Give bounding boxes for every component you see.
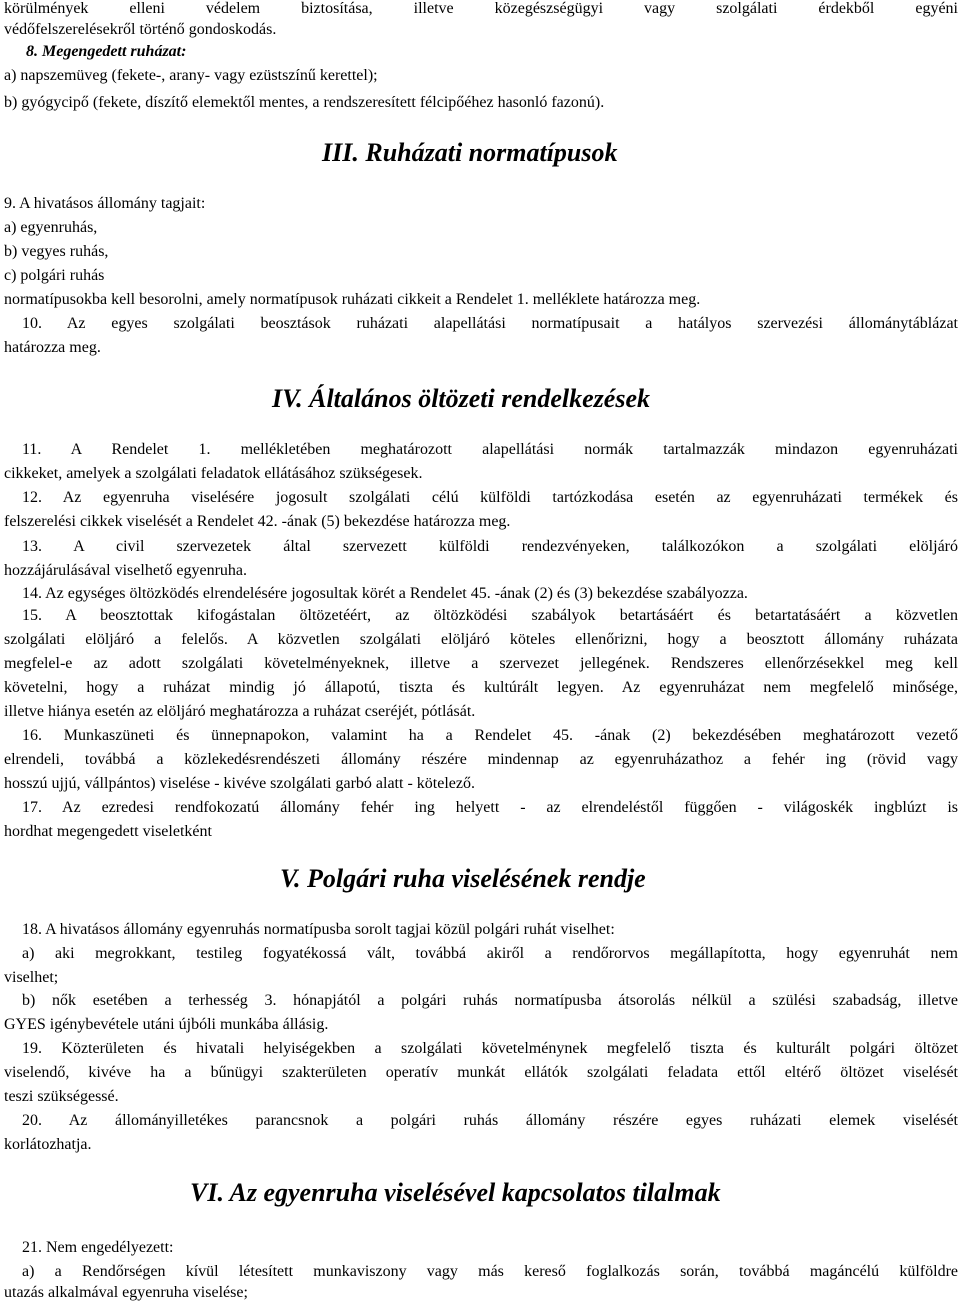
list-item: a) egyenruhás,	[4, 219, 98, 236]
paragraph-line: 13. A civil szervezetek által szervezett külföldi rendezvényeken, találkozókon a szolgálati elöljáró	[22, 538, 958, 555]
list-item: GYES igénybevétele utáni újbóli munkába állásig.	[4, 1016, 329, 1033]
paragraph-line: korlátozhatja.	[4, 1136, 92, 1153]
paragraph-line: hozzájárulásával viselhető egyenruha.	[4, 562, 247, 579]
paragraph-line: illetve hiánya esetén az elöljáró meghatározza a ruházat cseréjét, pótlását.	[4, 703, 476, 720]
list-item: b) nők esetében a terhesség 3. hónapjától a polgári ruhás normatípusba átsorolás nélkül a szülési szabadság, illetve	[22, 992, 958, 1009]
paragraph-line: 16. Munkaszüneti és ünnepnapokon, valamint ha a Rendelet 45. -ának (2) bekezdésében meghatározott vezető	[22, 727, 958, 744]
paragraph-line: szolgálati elöljáró a felelős. A közvetlen szolgálati elöljáró köteles ellenőrizni, hogy a beosztott állomány ruházata	[4, 631, 958, 648]
paragraph-line: hordhat megengedett viseletként	[4, 823, 212, 840]
list-item: a) napszemüveg (fekete-, arany- vagy ezüstszínű kerettel);	[4, 67, 378, 84]
paragraph-line: 11. A Rendelet 1. mellékletében meghatározott alapellátási normák tartalmazzák mindazon egyenruházati	[22, 441, 958, 458]
paragraph-line: 19. Közterületen és hivatali helyiségekben a szolgálati követelménynek megfelelő tiszta és kulturált polgári öltözet	[22, 1040, 958, 1057]
paragraph-line: 10. Az egyes szolgálati beosztások ruházati alapellátási normatípusait a hatályos szervezési állománytáblázat	[22, 315, 958, 332]
paragraph-line: 18. A hivatásos állomány egyenruhás normatípusba sorolt tagjai közül polgári ruhát viselhet:	[22, 921, 615, 938]
section-heading-v: V. Polgári ruha viselésének rendje	[280, 864, 646, 893]
paragraph-line: 17. Az ezredesi rendfokozatú állomány fehér ing helyett - az elrendeléstől függően - világoskék ingblúzt is	[22, 799, 958, 816]
paragraph-line: 15. A beosztottak kifogástalan öltözetéért, az öltözködési szabályok betartásáért és betartatásáért a közvetlen	[22, 607, 958, 624]
paragraph-line: megfelel-e az adott szolgálati követelményeknek, illetve a szervezet jellegének. Rendszeres ellenőrzésekkel meg kell	[4, 655, 958, 672]
list-item: utazás alkalmával egyenruha viselése;	[4, 1284, 248, 1301]
paragraph-line: követelni, hogy a ruházat mindig jó állapotú, tiszta és kultúrált legyen. Az egyenruházat nem megfelelő minősége,	[4, 679, 958, 696]
list-item: c) polgári ruhás	[4, 267, 105, 284]
list-item: b) gyógycipő (fekete, díszítő elemektől mentes, a rendszeresített félcipőéhez hasonló fazonú).	[4, 94, 605, 111]
paragraph-line: 21. Nem engedélyezett:	[22, 1239, 174, 1256]
paragraph-line: teszi szükségessé.	[4, 1088, 119, 1105]
list-item: a) aki megrokkant, testileg fogyatékossá vált, továbbá akiről a rendőrorvos megállapította, hogy egyenruhát nem	[22, 945, 958, 962]
paragraph-line: cikkeket, amelyek a szolgálati feladatok ellátásához szükségesek.	[4, 465, 423, 482]
paragraph-line: hosszú ujjú, vállpántos) viselése - kivéve szolgálati garbó alatt - kötelező.	[4, 775, 475, 792]
paragraph-line: felszerelési cikkek viselését a Rendelet 42. -ának (5) bekezdése határozza meg.	[4, 513, 511, 530]
paragraph-line: védőfelszerelésekről történő gondoskodás.	[4, 21, 277, 38]
paragraph-line: 12. Az egyenruha viselésére jogosult szolgálati célú külföldi tartózkodása esetén az egyenruházati termékek és	[22, 489, 958, 506]
paragraph-line: 20. Az állományilletékes parancsnok a polgári ruhás állomány részére egyes ruházati elemek viselését	[22, 1112, 958, 1129]
paragraph-line: viselendő, kivéve ha a bűnügyi szakterületen operatív munkát ellátók szolgálati feladata ettől eltérő öltözet viselését	[4, 1064, 958, 1081]
paragraph-line: 14. Az egységes öltözködés elrendelésére jogosultak körét a Rendelet 45. -ának (2) és (3) bekezdése szabályozza.	[22, 585, 748, 602]
list-item: a) a Rendőrségen kívül létesített munkaviszony vagy más kereső foglalkozás során, továbbá magáncélú külföldre	[22, 1263, 958, 1280]
section-heading-iii: III. Ruházati normatípusok	[322, 138, 618, 167]
paragraph-title-8: 8. Megengedett ruházat:	[26, 43, 187, 60]
paragraph-line: elrendeli, továbbá a közlekedésrendészeti állomány részére mindennap az egyenruházathoz a fehér ing (rövid vagy	[4, 751, 958, 768]
paragraph-line: normatípusokba kell besorolni, amely normatípusok ruházati cikkeit a Rendelet 1. melléklete határozza meg.	[4, 291, 701, 308]
list-item: b) vegyes ruhás,	[4, 243, 109, 260]
paragraph-line: határozza meg.	[4, 339, 101, 356]
list-item: viselhet;	[4, 969, 59, 986]
paragraph-line: körülmények elleni védelem biztosítása, illetve közegészségügyi vagy szolgálati érdekből egyéni	[4, 0, 958, 17]
section-heading-vi: VI. Az egyenruha viselésével kapcsolatos tilalmak	[190, 1178, 721, 1207]
paragraph-line: 9. A hivatásos állomány tagjait:	[4, 195, 206, 212]
section-heading-iv: IV. Általános öltözeti rendelkezések	[272, 384, 650, 413]
